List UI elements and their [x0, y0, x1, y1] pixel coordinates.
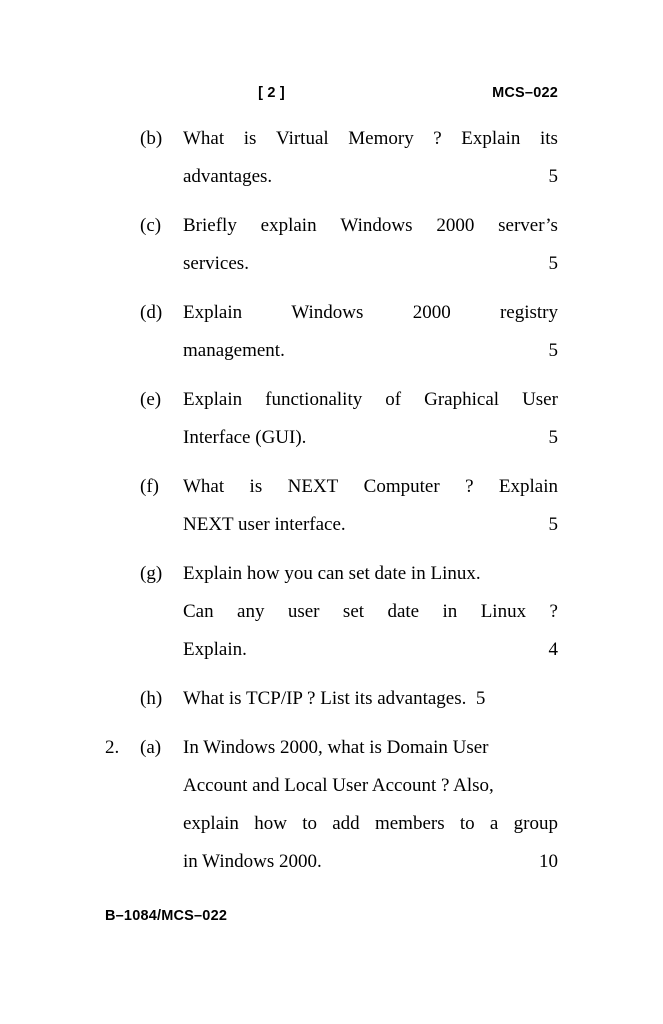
line-word: to	[302, 813, 317, 834]
paper-code: MCS–022	[492, 85, 558, 101]
page-number-marker: [ 2 ]	[258, 85, 285, 101]
line-word: What is TCP/IP ? List its advantages.	[183, 688, 467, 709]
line-word: NEXT user interface.	[183, 514, 346, 535]
question-text	[183, 381, 558, 457]
question-label: (f)	[140, 476, 159, 497]
question-label: (g)	[140, 563, 163, 584]
question-line	[183, 506, 558, 544]
line-word: services.	[183, 253, 249, 274]
line-word: ?	[465, 476, 474, 497]
line-word: registry	[499, 302, 558, 323]
marks-value: 5	[548, 253, 558, 274]
line-word: Graphical	[424, 389, 500, 410]
question-item	[105, 468, 558, 544]
question-number: 2.	[105, 737, 120, 758]
marks-value: 5	[548, 166, 558, 187]
question-label: (a)	[140, 737, 162, 758]
question-text	[183, 468, 558, 544]
marks-value: 5	[548, 340, 558, 361]
question-text	[183, 555, 558, 669]
line-word: is	[243, 128, 257, 149]
question-line	[183, 332, 558, 370]
line-word: add	[332, 813, 360, 834]
line-word: Linux	[480, 601, 527, 622]
marks-value: 10	[539, 851, 558, 872]
question-line	[183, 680, 558, 718]
line-word: Computer	[363, 476, 440, 497]
question-label: (c)	[140, 215, 162, 236]
line-word: In Windows 2000, what is Domain User	[183, 737, 489, 758]
line-word: 2000	[412, 302, 451, 323]
question-line	[183, 419, 558, 457]
question-line	[183, 631, 558, 669]
line-word: Explain	[183, 389, 243, 410]
question-label: (e)	[140, 389, 162, 410]
marks-value: 5	[548, 427, 558, 448]
question-text	[183, 120, 558, 196]
line-word: Interface (GUI).	[183, 427, 307, 448]
question-text	[183, 729, 558, 881]
question-line	[183, 593, 558, 631]
line-word: a	[489, 813, 499, 834]
line-word: Virtual	[276, 128, 329, 149]
question-item	[105, 381, 558, 457]
footer-code: B–1084/MCS–022	[105, 908, 228, 924]
line-word: is	[249, 476, 263, 497]
question-item	[105, 729, 558, 881]
line-word: User	[522, 389, 558, 410]
line-word: NEXT	[287, 476, 339, 497]
line-word: Account and Local User Account ? Also,	[183, 775, 494, 796]
line-word: server’s	[498, 215, 558, 236]
line-word: in Windows 2000.	[183, 851, 322, 872]
question-line	[183, 767, 558, 805]
line-word: Memory	[348, 128, 414, 149]
page-header	[105, 85, 558, 107]
question-text	[183, 680, 558, 718]
question-line	[183, 120, 558, 158]
line-word: in	[442, 601, 458, 622]
question-line	[183, 158, 558, 196]
line-word: date	[387, 601, 420, 622]
line-word: explain	[183, 813, 239, 834]
question-line	[183, 805, 558, 843]
line-word: group	[513, 813, 558, 834]
question-label: (b)	[140, 128, 163, 149]
line-word: functionality	[265, 389, 363, 410]
marks-value: 5	[466, 688, 486, 709]
line-word: any	[237, 601, 265, 622]
question-line	[183, 555, 558, 593]
line-word: What	[183, 128, 225, 149]
question-item	[105, 120, 558, 196]
line-word: What	[183, 476, 225, 497]
line-word: to	[459, 813, 475, 834]
line-word: Can	[183, 601, 214, 622]
question-text	[183, 294, 558, 370]
line-word: set	[342, 601, 365, 622]
question-line	[183, 843, 558, 881]
question-line	[183, 207, 558, 245]
marks-value: 5	[548, 514, 558, 535]
question-text	[183, 207, 558, 283]
question-label: (d)	[140, 302, 163, 323]
line-word: 2000	[436, 215, 475, 236]
question-line	[183, 294, 558, 332]
marks-value: 4	[548, 639, 558, 660]
question-item	[105, 555, 558, 669]
line-word: members	[374, 813, 445, 834]
line-word: advantages.	[183, 166, 273, 187]
line-word: Briefly	[183, 215, 237, 236]
line-word: Explain	[183, 302, 243, 323]
question-list	[105, 120, 558, 892]
question-item	[105, 680, 558, 718]
line-word: how	[254, 813, 287, 834]
question-item	[105, 207, 558, 283]
question-label: (h)	[140, 688, 163, 709]
line-word: management.	[183, 340, 285, 361]
line-word: of	[385, 389, 402, 410]
line-word: ?	[433, 128, 442, 149]
line-word: Explain	[498, 476, 558, 497]
question-item	[105, 294, 558, 370]
line-word: Explain how you can set date in Linux.	[183, 563, 481, 584]
question-line	[183, 729, 558, 767]
line-word: explain	[260, 215, 317, 236]
line-word: Windows	[340, 215, 413, 236]
line-word: ?	[549, 601, 558, 622]
line-word: Explain	[461, 128, 521, 149]
line-word: Windows	[291, 302, 364, 323]
line-word: user	[287, 601, 320, 622]
line-word: its	[539, 128, 558, 149]
line-word: Explain.	[183, 639, 247, 660]
question-line	[183, 468, 558, 506]
question-line	[183, 381, 558, 419]
question-line	[183, 245, 558, 283]
